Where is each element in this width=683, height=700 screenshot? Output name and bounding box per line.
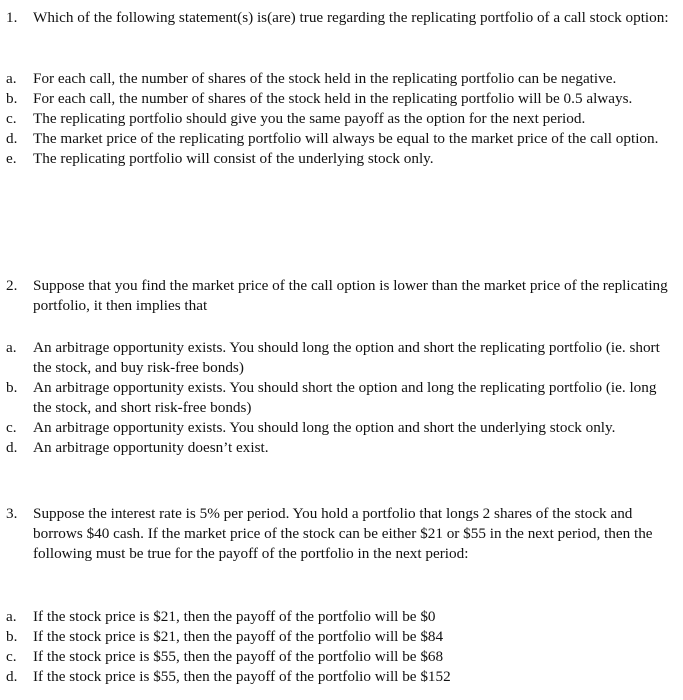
option-text: An arbitrage opportunity doesn’t exist. bbox=[33, 439, 269, 456]
option-text: If the stock price is $21, then the payoff of the portfolio will be $0 bbox=[33, 608, 436, 625]
option-text: If the stock price is $55, then the payoff of the portfolio will be $152 bbox=[33, 668, 451, 685]
option-item bbox=[6, 109, 674, 129]
option-text: If the stock price is $21, then the payoff of the portfolio will be $84 bbox=[33, 628, 444, 645]
question-number: 2. bbox=[6, 277, 18, 294]
option-text: For each call, the number of shares of the stock held in the replicating portfolio will be 0.5 always. bbox=[33, 90, 633, 107]
option-letter: e. bbox=[6, 150, 17, 167]
option-text: An arbitrage opportunity exists. You should long the option and short the replicating portfolio (ie. short the stock, and buy risk-free bonds) bbox=[33, 339, 660, 376]
option-letter: d. bbox=[6, 668, 18, 685]
option-item bbox=[6, 89, 674, 109]
question-3 bbox=[6, 504, 674, 564]
option-item bbox=[6, 338, 674, 378]
option-text: The replicating portfolio should give you the same payoff as the option for the next period. bbox=[33, 110, 586, 127]
option-letter: b. bbox=[6, 628, 18, 645]
option-text: The replicating portfolio will consist of the underlying stock only. bbox=[33, 150, 434, 167]
option-letter: a. bbox=[6, 70, 17, 87]
option-item bbox=[6, 627, 674, 647]
option-letter: b. bbox=[6, 90, 18, 107]
option-text: The market price of the replicating portfolio will always be equal to the market price of the call option. bbox=[33, 130, 659, 147]
option-text: If the stock price is $55, then the payoff of the portfolio will be $68 bbox=[33, 648, 444, 665]
option-item bbox=[6, 647, 674, 667]
option-letter: d. bbox=[6, 439, 18, 456]
option-letter: c. bbox=[6, 419, 17, 436]
question-number: 3. bbox=[6, 505, 18, 522]
option-item bbox=[6, 607, 674, 627]
option-item bbox=[6, 129, 674, 149]
option-letter: a. bbox=[6, 339, 17, 356]
question-number: 1. bbox=[6, 9, 18, 26]
question-prompt: Suppose the interest rate is 5% per period. You hold a portfolio that longs 2 shares of the stock and borrows $40 cash. If the market price of the stock can be either $21 or $55 in the next period, then the following must be true for the payoff of the portfolio in the next period: bbox=[33, 505, 653, 562]
question-1 bbox=[6, 8, 674, 28]
option-letter: a. bbox=[6, 608, 17, 625]
option-text: An arbitrage opportunity exists. You should short the option and long the replicating portfolio (ie. long the stock, and short risk-free bonds) bbox=[33, 379, 657, 416]
option-text: For each call, the number of shares of the stock held in the replicating portfolio can be negative. bbox=[33, 70, 617, 87]
question-prompt: Which of the following statement(s) is(are) true regarding the replicating portfolio of a call stock option: bbox=[33, 9, 669, 26]
question-3-options bbox=[6, 607, 674, 687]
option-letter: c. bbox=[6, 648, 17, 665]
option-item bbox=[6, 149, 674, 169]
question-1-options bbox=[6, 69, 674, 169]
question-2 bbox=[6, 276, 674, 316]
option-item bbox=[6, 438, 674, 458]
option-item bbox=[6, 667, 674, 687]
option-item bbox=[6, 69, 674, 89]
option-letter: d. bbox=[6, 130, 18, 147]
question-2-options bbox=[6, 338, 674, 458]
option-text: An arbitrage opportunity exists. You should long the option and short the underlying stock only. bbox=[33, 419, 616, 436]
option-letter: b. bbox=[6, 379, 18, 396]
option-item bbox=[6, 418, 674, 438]
option-letter: c. bbox=[6, 110, 17, 127]
question-prompt: Suppose that you find the market price of the call option is lower than the market price of the replicating portfolio, it then implies that bbox=[33, 277, 668, 314]
option-item bbox=[6, 378, 674, 418]
